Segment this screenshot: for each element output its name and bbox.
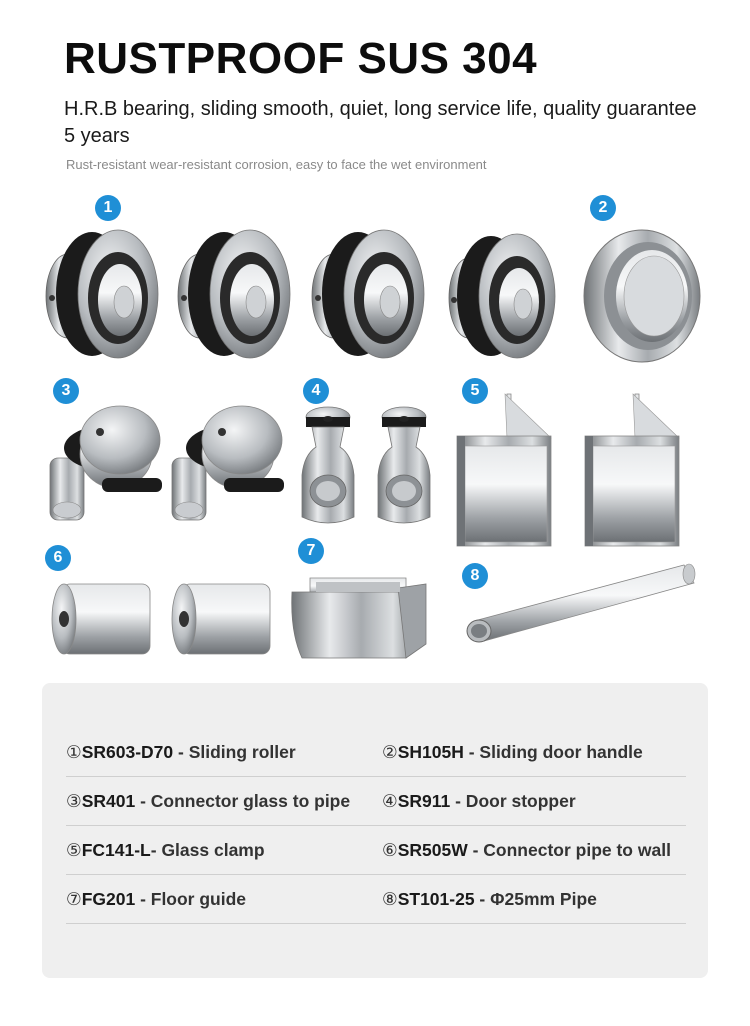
list-item: ⑤FC141-L- Glass clamp [66,840,265,860]
list-item: ⑥SR505W - Connector pipe to wall [382,840,671,860]
badge-5: 5 [462,378,488,404]
door-stopper-image [298,405,438,530]
sliding-roller-image-4 [445,228,565,368]
sliding-door-handle-image [580,224,710,369]
badge-6: 6 [45,545,71,571]
badge-1: 1 [95,195,121,221]
page-subtitle: H.R.B bearing, sliding smooth, quiet, long service life, quality guarantee 5 years [64,98,697,147]
table-row [66,828,686,875]
badge-8: 8 [462,563,488,589]
list-item: ①SR603-D70 - Sliding roller [66,742,296,762]
page-title: RUSTPROOF SUS 304 [64,34,538,83]
badge-3: 3 [53,378,79,404]
table-row [66,779,686,826]
connector-glass-to-pipe-image [42,400,292,525]
badge-4: 4 [303,378,329,404]
connector-pipe-to-wall-image [50,580,280,660]
badge-2: 2 [590,195,616,221]
floor-guide-image [288,572,438,664]
list-item: ⑧ST101-25 - Φ25mm Pipe [382,889,597,909]
pipe-image [460,555,700,655]
table-row [66,877,686,924]
sliding-roller-image [40,222,450,367]
list-item: ②SH105H - Sliding door handle [382,742,643,762]
list-item: ③SR401 - Connector glass to pipe [66,791,351,811]
badge-7: 7 [298,538,324,564]
table-row [66,730,686,777]
glass-clamp-image [455,392,695,552]
page-tagline: Rust-resistant wear-resistant corrosion, easy to face the wet environment [66,157,487,172]
list-item: ④SR911 - Door stopper [382,791,576,811]
list-item: ⑦FG201 - Floor guide [66,889,247,909]
